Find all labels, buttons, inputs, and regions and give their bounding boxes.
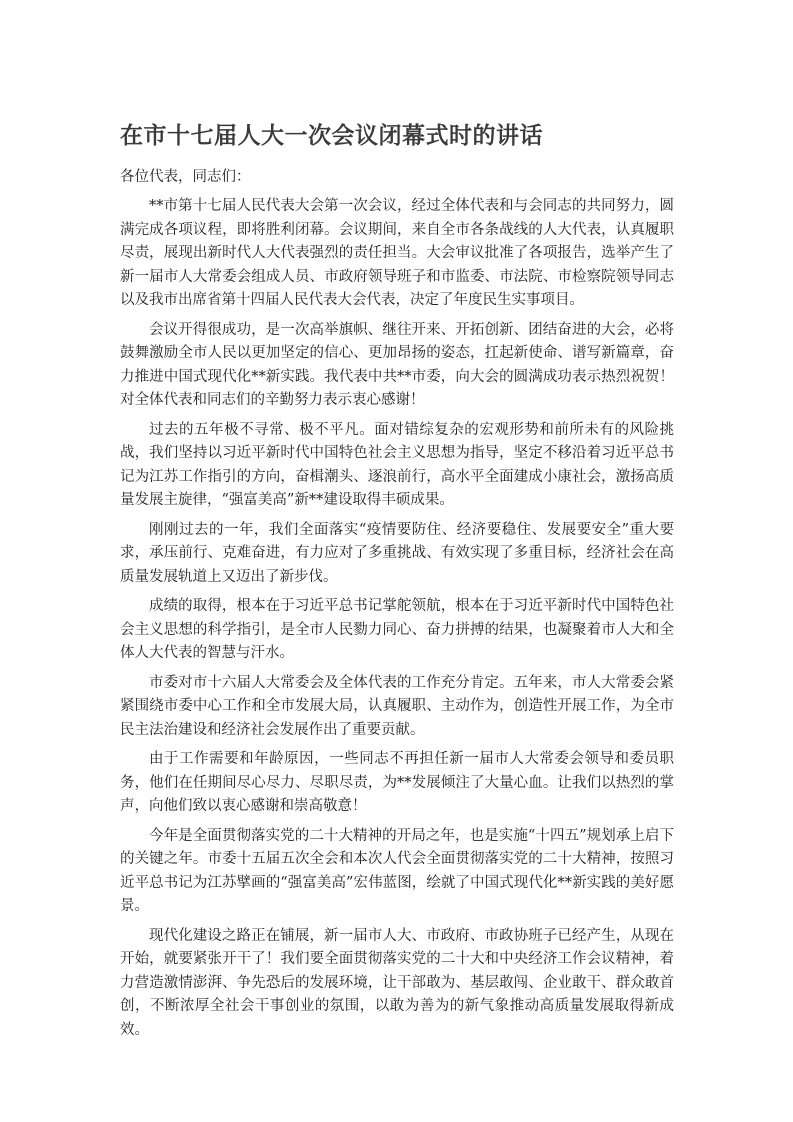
paragraph-4: 刚刚过去的一年，我们全面落实“疫情要防住、经济要稳住、发展要安全”重大要求，承压前行、克难奋进，有力应对了多重挑战、有效实现了多重目标，经济社会在高质量发展轨道上又迈出了新步伐。 [120,521,674,585]
paragraph-5: 成绩的取得，根本在于习近平总书记掌舵领航，根本在于习近平新时代中国特色社会主义思想的科学指引，是全市人民勠力同心、奋力拼搏的结果，也凝聚着市人大和全体人大代表的智慧与汗水。 [120,598,674,661]
paragraph-9: 现代化建设之路正在铺展，新一届市人大、市政府、市政协班子已经产生，从现在开始，就要紧张开干了！我们要全面贯彻落实党的二十大和中央经济工作会议精神，着力营造激情澎湃、争先恐后的发展环境，让干部敢为、基层敢闯、企业敢干、群众敢首创，不断浓厚全社会干事创业的氛围，以敢为善为的新气象推动高质量发展取得新成效。 [120,927,674,1038]
paragraph-2: 会议开得很成功，是一次高举旗帜、继往开来、开拓创新、团结奋进的大会，必将鼓舞激励全市人民以更加坚定的信心、更加昂扬的姿态，扛起新使命、谱写新篇章，奋力推进中国式现代化**新实践。我代表中共**市委，向大会的圆满成功表示热烈祝贺！对全体代表和同志们的辛勤努力表示衷心感谢！ [120,321,674,408]
salutation: 各位代表，同志们： [120,169,251,185]
document-body [120,120,674,1042]
paragraph-7: 由于工作需要和年龄原因，一些同志不再担任新一届市人大常委会领导和委员职务，他们在任期间尽心尽力、尽职尽责，为**发展倾注了大量心血。让我们以热烈的掌声，向他们致以衷心感谢和崇高敬意！ [120,751,674,814]
paragraph-8: 今年是全面贯彻落实党的二十大精神的开局之年，也是实施“十四五”规划承上启下的关键之年。市委十五届五次全会和本次人代会全面贯彻落实党的二十大精神，按照习近平总书记为江苏擘画的“强富美高”宏伟蓝图，绘就了中国式现代化**新实践的美好愿景。 [120,827,674,914]
document-title: 在市十七届人大一次会议闭幕式时的讲话 [120,123,543,149]
paragraph-3: 过去的五年极不寻常、极不平凡。面对错综复杂的宏观形势和前所未有的风险挑战，我们坚持以习近平新时代中国特色社会主义思想为指导，坚定不移沿着习近平总书记为江苏工作指引的方向，奋楫潮头、逐浪前行，高水平全面建成小康社会，激扬高质量发展主旋律，“强富美高”新**建设取得丰硕成果。 [120,421,674,508]
paragraph-6: 市委对市十六届人大常委会及全体代表的工作充分肯定。五年来，市人大常委会紧紧围绕市委中心工作和全市发展大局，认真履职、主动作为，创造性开展工作，为全市民主法治建设和经济社会发展作出了重要贡献。 [120,674,674,738]
paragraph-1: **市第十七届人民代表大会第一次会议，经过全体代表和与会同志的共同努力，圆满完成各项议程，即将胜利闭幕。会议期间，来自全市各条战线的人大代表，认真履职尽责，展现出新时代人大代表强烈的责任担当。大会审议批准了各项报告，选举产生了新一届市人大常委会组成人员、市政府领导班子和市监委、市法院、市检察院领导同志以及我市出席省第十四届人民代表大会代表，决定了年度民生实事项目。 [120,198,674,308]
